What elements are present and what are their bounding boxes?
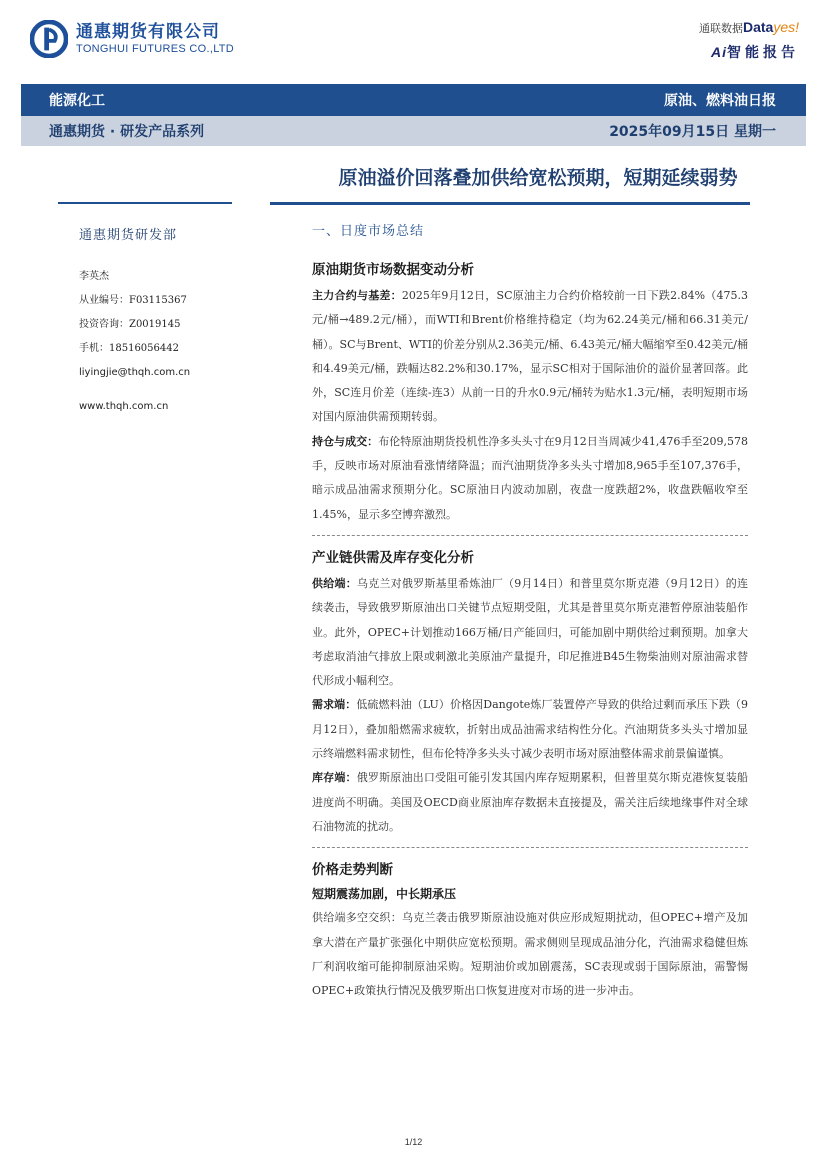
datayes-logo: 通联数据Datayes!	[698, 19, 799, 35]
analyst-phone: 手机：18516056442	[79, 343, 179, 354]
price-trend-heading: 价格走势判断	[312, 862, 393, 879]
main-content	[312, 222, 748, 1003]
sidebar	[79, 224, 259, 412]
analyst-consult-no: 投资咨询：Z0019145	[79, 319, 181, 330]
analyst-email[interactable]: liyingjie@thqh.com.cn	[79, 367, 191, 378]
report-type: 原油、燃料油日报	[664, 93, 776, 109]
paragraph-positions: 持仓与成交：布伦特原油期货投机性净多头头寸在9月12日当周减少41,476手至209,578手，反映市场对原油看涨情绪降温；而汽油期货净多头头寸增加8,965手至107,376手，暗示成品油需求预期分化。SC原油日内波动加剧，夜盘一度跌超2%，收盘跌幅收窄至1.45%，显示多空博弈激烈。	[312, 434, 748, 521]
analyst-name: 李英杰	[79, 271, 109, 282]
page-number: 1/12	[404, 1137, 423, 1147]
ai-report-brand	[699, 19, 799, 62]
sector-band	[21, 84, 806, 116]
research-dept: 通惠期货研发部	[79, 228, 178, 243]
keyword-positions: 持仓与成交：	[312, 434, 379, 448]
sidebar-divider	[58, 202, 232, 204]
analyst-license: 从业编号：F03115367	[79, 295, 187, 306]
paragraph-inventory: 库存端：俄罗斯原油出口受阻可能引发其国内库存短期累积，但普里莫尔斯克港恢复装船进度尚不明确。美国及OECD商业原油库存数据未直接提及，需关注后续地缘事件对全球石油物流的扰动。	[312, 771, 749, 833]
paragraph-demand: 需求端：低硫燃料油（LU）价格因Dangote炼厂装置停产导致的供给过剩而承压下跌（9月12日），叠加船燃需求疲软，折射出成品油需求结构性分化。汽油期货多头头寸增加显示终端燃料需求韧性，但布伦特净多头头寸减少表明市场对原油整体需求前景偏谨慎。	[312, 698, 748, 761]
report-date: 2025年09月15日 星期一	[609, 124, 776, 140]
company-logo-icon	[30, 20, 68, 58]
keyword-inventory: 库存端：	[312, 771, 357, 785]
supply-chain-heading: 产业链供需及库存变化分析	[312, 549, 474, 566]
price-trend-keyword: 短期震荡加剧，中长期承压	[312, 887, 457, 902]
series-band	[21, 116, 806, 146]
keyword-contract-basis: 主力合约与基差：	[312, 289, 402, 302]
title-divider	[270, 202, 750, 205]
analyst-info	[79, 265, 259, 385]
company-logo	[30, 20, 234, 58]
company-name-cn: 通惠期货有限公司	[76, 22, 220, 42]
paragraph-contract-basis: 主力合约与基差：2025年9月12日，SC原油主力合约价格较前一日下跌2.84%（475.3元/桶→489.2元/桶），而WTI和Brent价格维持稳定（均为62.24美元/桶和66.31美元/桶）。SC与Brent、WTI的价差分别从2.36美元/桶、6.43美元/桶大幅缩窄至0.42美元/桶和4.49美元/桶，跌幅达82.2%和30.17%，显示SC相对于国际油价的溢价显著回落。此外，SC连月价差（连续-连3）从前一日的升水0.9元/桶转为贴水1.3元/桶，表明短期市场对国内原油供需预期转弱。	[312, 289, 748, 424]
keyword-demand: 需求端：	[312, 698, 357, 712]
paragraph-supply: 供给端：乌克兰对俄罗斯基里希炼油厂（9月14日）和普里莫尔斯克港（9月12日）的连续袭击，导致俄罗斯原油出口关键节点短期受阻，尤其是普里莫尔斯克港暂停原油装船作业。此外，OPEC+计划推动166万桶/日产能回归，可能加剧中期供给过剩预期。加拿大考虑取消油气排放上限或刺激北美原油产量提升，印尼推进B45生物柴油则对原油需求替代形成小幅利空。	[312, 576, 748, 688]
paragraph-price-outlook: 供给端多空交织：乌克兰袭击俄罗斯原油设施对供应形成短期扰动，但OPEC+增产及加拿大潜在产量扩张强化中期供应宽松预期。需求侧则呈现成品油分化，汽油需求稳健但炼厂利润收缩可能抑制原油采购。短期油价或加剧震荡，SC表现或弱于国际原油，需警惕OPEC+政策执行情况及俄罗斯出口恢复进度对市场的进一步冲击。	[312, 911, 748, 998]
futures-analysis-heading: 原油期货市场数据变动分析	[312, 262, 474, 278]
website-link[interactable]: www.thqh.com.cn	[79, 401, 169, 412]
section-heading: 一、日度市场总结	[312, 224, 425, 239]
ai-report-label: Ai智能报告	[711, 44, 799, 61]
keyword-supply: 供给端：	[312, 576, 357, 590]
series-label: 通惠期货 · 研发产品系列	[49, 124, 205, 140]
sector-label: 能源化工	[49, 93, 105, 109]
report-title: 原油溢价回落叠加供给宽松预期，短期延续弱势	[338, 167, 738, 189]
company-name-en: TONGHUI FUTURES CO.,LTD	[76, 43, 235, 55]
